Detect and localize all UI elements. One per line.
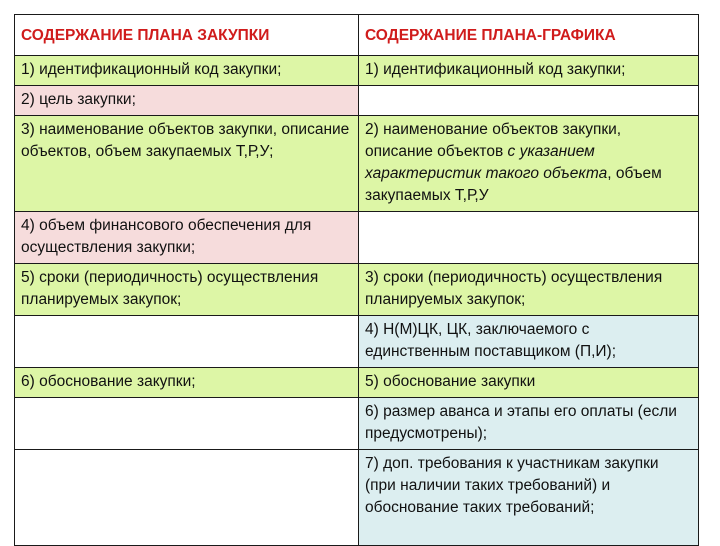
table-row xyxy=(15,264,699,316)
schedule-item-5: 5) обоснование закупки xyxy=(359,368,699,398)
schedule-item-3: 3) сроки (периодичность) осуществления планируемых закупок; xyxy=(359,264,699,316)
schedule-item-4: 4) Н(М)ЦК, ЦК, заключаемого с единственным поставщиком (П,И); xyxy=(359,316,699,368)
schedule-item-2-emphasis: с указанием характеристик такого объекта xyxy=(365,143,608,182)
header-plan: СОДЕРЖАНИЕ ПЛАНА ЗАКУПКИ xyxy=(15,15,359,56)
plan-item-2: 2) цель закупки; xyxy=(15,86,359,116)
plan-item-3: 3) наименование объектов закупки, описание объектов, объем закупаемых Т,Р,У; xyxy=(15,116,359,212)
plan-item-6: 6) обоснование закупки; xyxy=(15,368,359,398)
schedule-empty-cell xyxy=(359,86,699,116)
schedule-item-2 xyxy=(359,116,699,212)
schedule-item-7: 7) доп. требования к участникам закупки (при наличии таких требований) и обоснование таких требований; xyxy=(359,450,699,546)
plan-item-4: 4) объем финансового обеспечения для осуществления закупки; xyxy=(15,212,359,264)
schedule-item-6: 6) размер аванса и этапы его оплаты (если предусмотрены); xyxy=(359,398,699,450)
plan-item-1: 1) идентификационный код закупки; xyxy=(15,56,359,86)
plan-item-5: 5) сроки (периодичность) осуществления планируемых закупок; xyxy=(15,264,359,316)
table-row xyxy=(15,56,699,86)
table-row xyxy=(15,212,699,264)
schedule-item-2-text-end: , объем закупаемых Т,Р,У xyxy=(365,165,662,204)
header-schedule: СОДЕРЖАНИЕ ПЛАНА-ГРАФИКА xyxy=(359,15,699,56)
table-row xyxy=(15,316,699,368)
schedule-item-2-text: 2) наименование объектов закупки, описание объектов xyxy=(365,121,622,160)
table-row xyxy=(15,398,699,450)
table-row xyxy=(15,116,699,212)
plan-empty-cell xyxy=(15,450,359,546)
schedule-empty-cell xyxy=(359,212,699,264)
header-row xyxy=(15,15,699,56)
table-row xyxy=(15,368,699,398)
plan-empty-cell xyxy=(15,316,359,368)
table-row xyxy=(15,450,699,546)
schedule-item-1: 1) идентификационный код закупки; xyxy=(359,56,699,86)
table-row xyxy=(15,86,699,116)
plan-empty-cell xyxy=(15,398,359,450)
comparison-table xyxy=(14,14,699,546)
